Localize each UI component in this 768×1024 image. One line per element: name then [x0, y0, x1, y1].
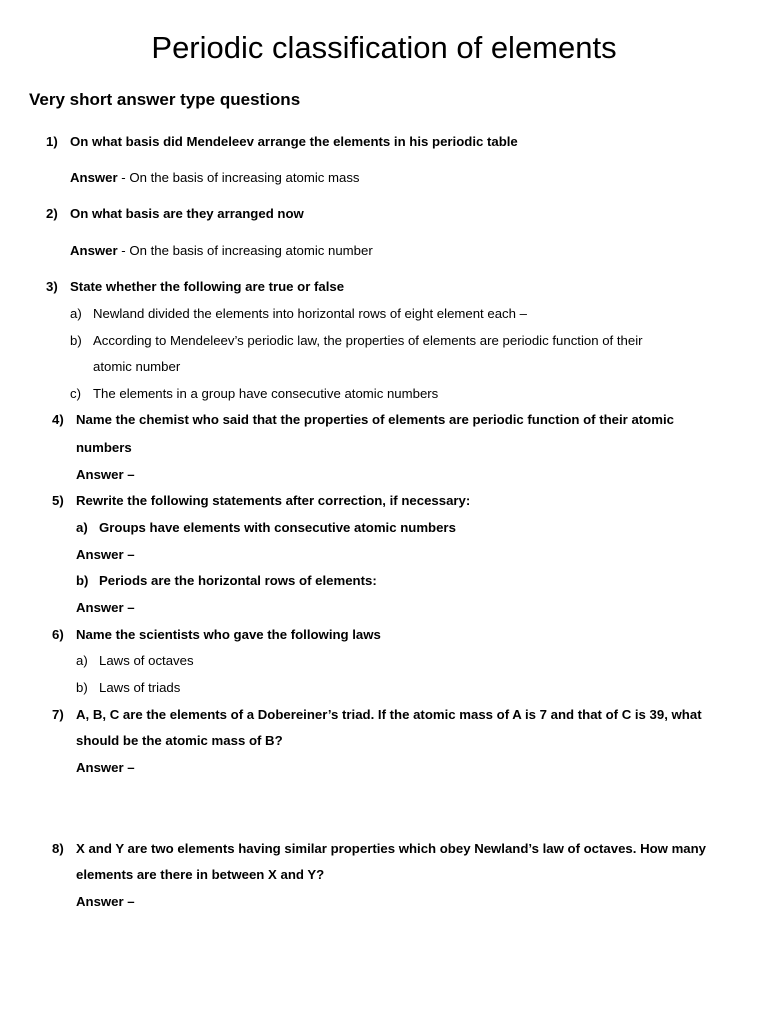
sub-item-marker: b): [70, 333, 82, 348]
question-number: 6): [52, 627, 64, 642]
section-heading: Very short answer type questions: [29, 90, 301, 109]
question-text: Name the chemist who said that the properties of elements are periodic function of their atomic: [76, 412, 674, 427]
question-text: Rewrite the following statements after correction, if necessary:: [76, 493, 471, 508]
sub-item-marker: b): [76, 573, 89, 588]
answer-text: - On the basis of increasing atomic mass: [117, 170, 360, 185]
question-number: 1): [46, 134, 58, 149]
sub-item-text: Groups have elements with consecutive atomic numbers: [99, 520, 456, 535]
question-text: A, B, C are the elements of a Dobereiner’s triad. If the atomic mass of A is 7 and that of C is 39, what: [76, 707, 702, 722]
sub-item-text: Periods are the horizontal rows of elements:: [99, 573, 377, 588]
answer-line: Answer –: [76, 760, 135, 775]
sub-item-marker: c): [70, 386, 81, 401]
answer-line: Answer –: [76, 600, 135, 615]
sub-item-text: The elements in a group have consecutive atomic numbers: [93, 386, 439, 401]
question-text-continued: numbers: [76, 440, 132, 455]
sub-item-text: Newland divided the elements into horizontal rows of eight element each –: [93, 306, 527, 321]
sub-item-text: Laws of octaves: [99, 653, 194, 668]
question-text: State whether the following are true or false: [70, 279, 345, 294]
question-number: 2): [46, 206, 58, 221]
answer-label: Answer: [70, 243, 118, 258]
sub-item-marker: a): [76, 653, 88, 668]
question-text: Name the scientists who gave the following laws: [76, 627, 381, 642]
answer-line: [70, 242, 373, 260]
question-number: 3): [46, 279, 58, 294]
answer-line: Answer –: [76, 894, 135, 909]
sub-item-marker: a): [76, 520, 88, 535]
question-number: 4): [52, 412, 64, 427]
sub-item-text-continued: atomic number: [93, 359, 181, 374]
sub-item-marker: a): [70, 306, 82, 321]
sub-item-marker: b): [76, 680, 88, 695]
question-text-continued: should be the atomic mass of B?: [76, 733, 283, 748]
answer-text: - On the basis of increasing atomic number: [117, 243, 373, 258]
page-title: Periodic classification of elements: [151, 30, 617, 65]
answer-label: Answer: [70, 170, 118, 185]
answer-line: Answer –: [76, 547, 135, 562]
question-text: On what basis are they arranged now: [70, 206, 304, 221]
sub-item-text: Laws of triads: [99, 680, 181, 695]
question-text: On what basis did Mendeleev arrange the elements in his periodic table: [70, 134, 518, 149]
question-text: X and Y are two elements having similar properties which obey Newland’s law of octaves. How many: [76, 841, 707, 856]
answer-line: [70, 169, 360, 187]
question-text-continued: elements are there in between X and Y?: [76, 867, 325, 882]
sub-item-text: According to Mendeleev’s periodic law, the properties of elements are periodic function of their: [93, 333, 643, 348]
question-number: 7): [52, 707, 64, 722]
answer-line: Answer –: [76, 467, 135, 482]
question-number: 8): [52, 841, 64, 856]
question-number: 5): [52, 493, 64, 508]
